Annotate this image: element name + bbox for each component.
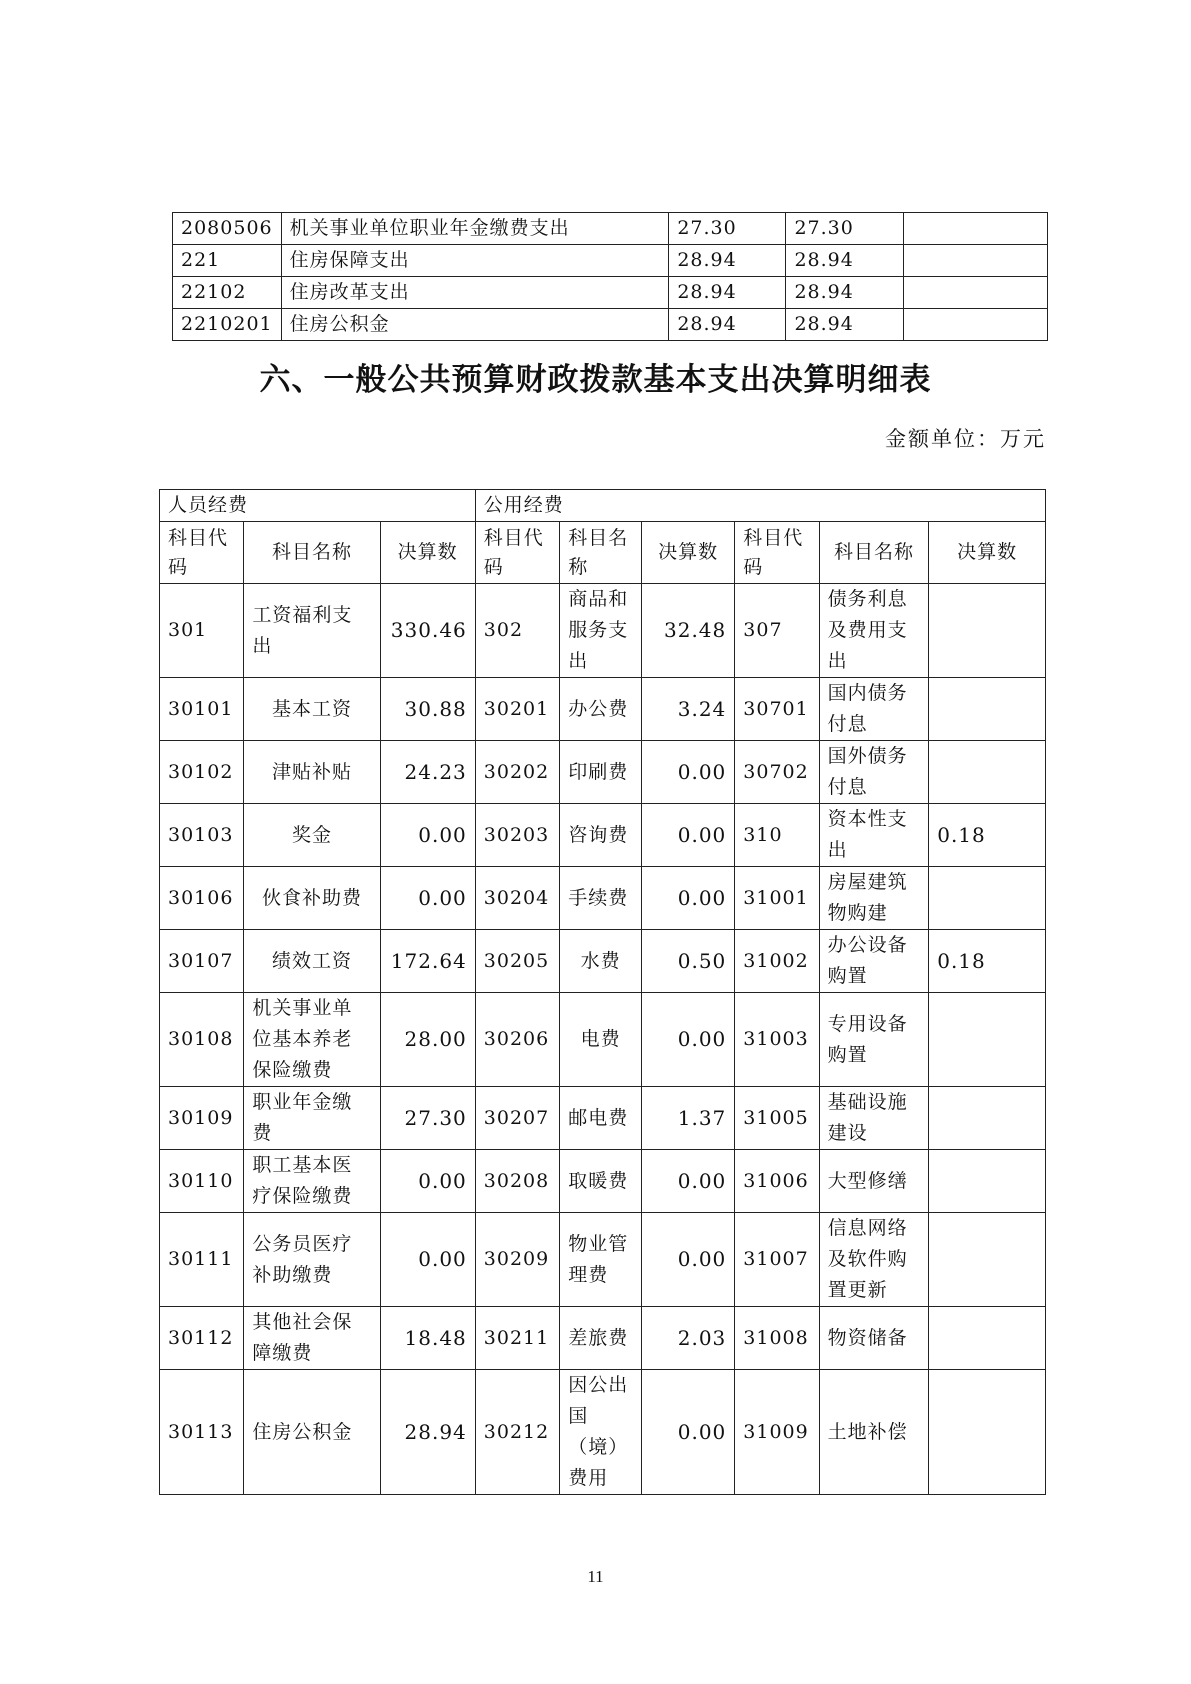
code-cell-personnel: 30103	[160, 804, 244, 867]
code-cell-capital: 31001	[735, 867, 819, 930]
name-cell-capital: 土地补偿	[819, 1370, 929, 1495]
top-table-value-cell	[903, 309, 1047, 341]
amount-cell-capital	[929, 867, 1046, 930]
header-name: 科目名称	[244, 522, 380, 584]
amount-cell-personnel: 0.00	[380, 804, 475, 867]
detail-table-row	[160, 584, 1046, 678]
amount-cell-goods: 2.03	[642, 1307, 735, 1370]
code-cell-personnel: 30110	[160, 1150, 244, 1213]
detail-table-row	[160, 930, 1046, 993]
amount-cell-goods: 1.37	[642, 1087, 735, 1150]
top-table-value-cell	[903, 245, 1047, 277]
name-cell-personnel: 绩效工资	[244, 930, 380, 993]
top-table-row	[173, 245, 1048, 277]
code-cell-personnel: 30106	[160, 867, 244, 930]
group-public-header: 公用经费	[475, 490, 1045, 522]
group-header-row	[160, 490, 1046, 522]
code-cell-goods: 30211	[475, 1307, 559, 1370]
amount-cell-goods: 0.00	[642, 867, 735, 930]
code-cell-personnel: 30108	[160, 993, 244, 1087]
code-cell-capital: 31007	[735, 1213, 819, 1307]
name-cell-capital: 国外债务付息	[819, 741, 929, 804]
code-cell-goods: 30206	[475, 993, 559, 1087]
name-cell-capital: 债务利息及费用支出	[819, 584, 929, 678]
top-table-value-cell: 28.94	[786, 245, 903, 277]
name-cell-personnel: 机关事业单位基本养老保险缴费	[244, 993, 380, 1087]
amount-cell-goods: 0.00	[642, 993, 735, 1087]
code-cell-personnel: 30102	[160, 741, 244, 804]
header-name-3: 科目名称	[819, 522, 929, 584]
name-cell-goods: 取暖费	[560, 1150, 642, 1213]
name-cell-capital: 国内债务付息	[819, 678, 929, 741]
section-title: 六、一般公共预算财政拨款基本支出决算明细表	[259, 362, 932, 398]
code-cell-personnel: 30109	[160, 1087, 244, 1150]
amount-cell-capital	[929, 1087, 1046, 1150]
top-table-value-cell: 27.30	[786, 213, 903, 245]
amount-cell-capital	[929, 1307, 1046, 1370]
amount-cell-capital: 0.18	[929, 930, 1046, 993]
name-cell-goods: 差旅费	[560, 1307, 642, 1370]
name-cell-personnel: 基本工资	[244, 678, 380, 741]
code-cell-capital: 30702	[735, 741, 819, 804]
header-amount-3: 决算数	[929, 522, 1046, 584]
name-cell-goods: 咨询费	[560, 804, 642, 867]
top-table-row	[173, 213, 1048, 245]
expenditure-detail-body	[160, 584, 1046, 1495]
code-cell-personnel: 30113	[160, 1370, 244, 1495]
code-cell-capital: 31005	[735, 1087, 819, 1150]
amount-cell-capital	[929, 1213, 1046, 1307]
header-code: 科目代码	[160, 522, 244, 584]
name-cell-goods: 办公费	[560, 678, 642, 741]
top-table-code-cell: 2210201	[173, 309, 282, 341]
amount-cell-goods: 0.00	[642, 804, 735, 867]
name-cell-goods: 邮电费	[560, 1087, 642, 1150]
code-cell-capital: 31009	[735, 1370, 819, 1495]
amount-cell-goods: 0.00	[642, 1213, 735, 1307]
amount-cell-goods: 3.24	[642, 678, 735, 741]
code-cell-goods: 30205	[475, 930, 559, 993]
amount-cell-goods: 0.00	[642, 1150, 735, 1213]
name-cell-goods: 印刷费	[560, 741, 642, 804]
code-cell-goods: 30202	[475, 741, 559, 804]
top-table-code-cell: 221	[173, 245, 282, 277]
amount-cell-personnel: 28.00	[380, 993, 475, 1087]
amount-cell-capital	[929, 1150, 1046, 1213]
header-amount: 决算数	[380, 522, 475, 584]
detail-table-row	[160, 1370, 1046, 1495]
header-code-3: 科目代码	[735, 522, 819, 584]
code-cell-capital: 310	[735, 804, 819, 867]
name-cell-goods: 因公出国（境）费用	[560, 1370, 642, 1495]
name-cell-goods: 水费	[560, 930, 642, 993]
amount-cell-goods: 0.00	[642, 741, 735, 804]
code-cell-goods: 30208	[475, 1150, 559, 1213]
code-cell-personnel: 30101	[160, 678, 244, 741]
detail-table-row	[160, 1213, 1046, 1307]
amount-cell-capital	[929, 741, 1046, 804]
amount-cell-capital	[929, 678, 1046, 741]
code-cell-capital: 31008	[735, 1307, 819, 1370]
code-cell-goods: 30212	[475, 1370, 559, 1495]
amount-cell-capital: 0.18	[929, 804, 1046, 867]
expenditure-detail-table	[159, 489, 1046, 1495]
code-cell-goods: 30209	[475, 1213, 559, 1307]
name-cell-personnel: 工资福利支出	[244, 584, 380, 678]
amount-cell-personnel: 27.30	[380, 1087, 475, 1150]
name-cell-personnel: 职工基本医疗保险缴费	[244, 1150, 380, 1213]
code-cell-goods: 30207	[475, 1087, 559, 1150]
code-cell-goods: 30204	[475, 867, 559, 930]
code-cell-personnel: 30107	[160, 930, 244, 993]
code-cell-capital: 31003	[735, 993, 819, 1087]
name-cell-personnel: 奖金	[244, 804, 380, 867]
top-table-value-cell	[903, 213, 1047, 245]
column-header-row	[160, 522, 1046, 584]
code-cell-capital: 30701	[735, 678, 819, 741]
detail-table-row	[160, 741, 1046, 804]
name-cell-personnel: 职业年金缴费	[244, 1087, 380, 1150]
code-cell-personnel: 30112	[160, 1307, 244, 1370]
name-cell-goods: 物业管理费	[560, 1213, 642, 1307]
code-cell-goods: 302	[475, 584, 559, 678]
group-personnel-header: 人员经费	[160, 490, 476, 522]
detail-table-row	[160, 867, 1046, 930]
name-cell-personnel: 其他社会保障缴费	[244, 1307, 380, 1370]
name-cell-goods: 手续费	[560, 867, 642, 930]
amount-cell-capital	[929, 1370, 1046, 1495]
top-table-name-cell: 机关事业单位职业年金缴费支出	[281, 213, 669, 245]
detail-table-row	[160, 1150, 1046, 1213]
name-cell-capital: 资本性支出	[819, 804, 929, 867]
code-cell-capital: 31006	[735, 1150, 819, 1213]
top-table-value-cell: 27.30	[669, 213, 786, 245]
top-budget-table-body	[173, 213, 1048, 341]
top-table-value-cell: 28.94	[786, 309, 903, 341]
top-table-row	[173, 309, 1048, 341]
amount-cell-personnel: 0.00	[380, 1150, 475, 1213]
top-table-code-cell: 2080506	[173, 213, 282, 245]
detail-table-row	[160, 1307, 1046, 1370]
code-cell-capital: 307	[735, 584, 819, 678]
amount-cell-personnel: 30.88	[380, 678, 475, 741]
header-name-2: 科目名称	[560, 522, 642, 584]
top-table-value-cell: 28.94	[669, 309, 786, 341]
code-cell-personnel: 30111	[160, 1213, 244, 1307]
code-cell-capital: 31002	[735, 930, 819, 993]
amount-cell-goods: 0.00	[642, 1370, 735, 1495]
name-cell-capital: 信息网络及软件购置更新	[819, 1213, 929, 1307]
detail-table-row	[160, 1087, 1046, 1150]
name-cell-capital: 物资储备	[819, 1307, 929, 1370]
name-cell-goods: 电费	[560, 993, 642, 1087]
top-table-name-cell: 住房公积金	[281, 309, 669, 341]
top-table-name-cell: 住房保障支出	[281, 245, 669, 277]
name-cell-capital: 基础设施建设	[819, 1087, 929, 1150]
name-cell-goods: 商品和服务支出	[560, 584, 642, 678]
top-budget-table	[172, 212, 1048, 341]
top-table-value-cell: 28.94	[669, 277, 786, 309]
amount-cell-goods: 32.48	[642, 584, 735, 678]
name-cell-personnel: 公务员医疗补助缴费	[244, 1213, 380, 1307]
top-table-value-cell: 28.94	[669, 245, 786, 277]
amount-cell-goods: 0.50	[642, 930, 735, 993]
amount-cell-personnel: 0.00	[380, 1213, 475, 1307]
code-cell-goods: 30201	[475, 678, 559, 741]
amount-cell-capital	[929, 584, 1046, 678]
name-cell-capital: 大型修缮	[819, 1150, 929, 1213]
page-number: 11	[587, 1567, 604, 1586]
detail-table-row	[160, 804, 1046, 867]
top-table-row	[173, 277, 1048, 309]
detail-table-row	[160, 678, 1046, 741]
top-table-code-cell: 22102	[173, 277, 282, 309]
code-cell-personnel: 301	[160, 584, 244, 678]
top-table-value-cell	[903, 277, 1047, 309]
amount-cell-personnel: 24.23	[380, 741, 475, 804]
name-cell-personnel: 住房公积金	[244, 1370, 380, 1495]
top-table-name-cell: 住房改革支出	[281, 277, 669, 309]
name-cell-capital: 办公设备购置	[819, 930, 929, 993]
top-table-value-cell: 28.94	[786, 277, 903, 309]
code-cell-goods: 30203	[475, 804, 559, 867]
amount-cell-personnel: 330.46	[380, 584, 475, 678]
name-cell-personnel: 伙食补助费	[244, 867, 380, 930]
amount-cell-personnel: 0.00	[380, 867, 475, 930]
amount-cell-personnel: 172.64	[380, 930, 475, 993]
amount-cell-personnel: 18.48	[380, 1307, 475, 1370]
amount-cell-personnel: 28.94	[380, 1370, 475, 1495]
name-cell-personnel: 津贴补贴	[244, 741, 380, 804]
name-cell-capital: 房屋建筑物购建	[819, 867, 929, 930]
amount-cell-capital	[929, 993, 1046, 1087]
header-code-2: 科目代码	[475, 522, 559, 584]
detail-table-row	[160, 993, 1046, 1087]
header-amount-2: 决算数	[642, 522, 735, 584]
name-cell-capital: 专用设备购置	[819, 993, 929, 1087]
unit-label: 金额单位：万元	[885, 427, 1046, 451]
